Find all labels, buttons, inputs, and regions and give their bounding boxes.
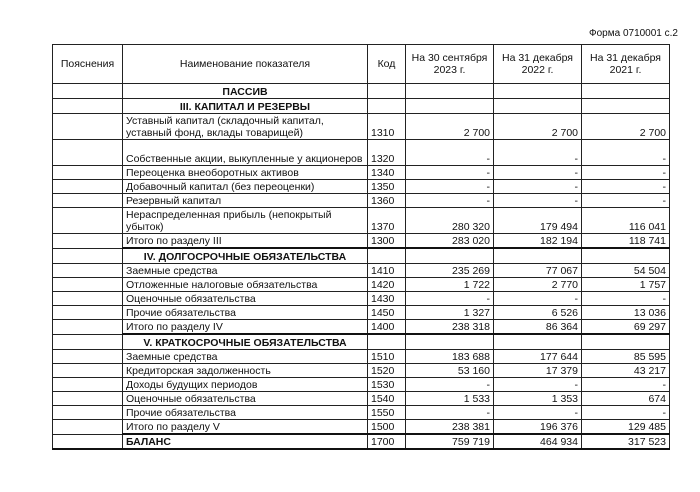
row-code: 1400 xyxy=(368,320,406,335)
row-value-col3: - xyxy=(582,166,670,180)
row-value-col2: 17 379 xyxy=(494,364,582,378)
notes-cell xyxy=(53,114,123,140)
row-value-col1: - xyxy=(406,292,494,306)
notes-cell xyxy=(53,234,123,249)
table-row xyxy=(53,434,670,449)
notes-cell xyxy=(53,420,123,435)
section5-title: V. КРАТКОСРОЧНЫЕ ОБЯЗАТЕЛЬСТВА xyxy=(123,334,368,350)
notes-cell xyxy=(53,392,123,406)
header-col3: На 31 декабря 2021 г. xyxy=(582,45,670,84)
row-value-col2: 77 067 xyxy=(494,264,582,278)
row-value-col2: 6 526 xyxy=(494,306,582,320)
row-value-col3: - xyxy=(582,292,670,306)
row-value-col2: - xyxy=(494,194,582,208)
row-value-col1: - xyxy=(406,180,494,194)
row-code: 1510 xyxy=(368,350,406,364)
row-name: Кредиторская задолженность xyxy=(123,364,368,378)
row-code: 1370 xyxy=(368,208,406,234)
table-row xyxy=(53,392,670,406)
header-code: Код xyxy=(368,45,406,84)
row-value-col1: - xyxy=(406,140,494,166)
row-value-col1: - xyxy=(406,166,494,180)
row-code: 1310 xyxy=(368,114,406,140)
row-value-col3: 2 700 xyxy=(582,114,670,140)
row-value-col1: 183 688 xyxy=(406,350,494,364)
table-row xyxy=(53,140,670,166)
table-header-row xyxy=(53,45,670,84)
row-name: Доходы будущих периодов xyxy=(123,378,368,392)
row-value-col3: 118 741 xyxy=(582,234,670,249)
notes-cell xyxy=(53,278,123,292)
notes-cell xyxy=(53,248,123,264)
row-value-col2: - xyxy=(494,166,582,180)
row-value-col3: 116 041 xyxy=(582,208,670,234)
row-name: Прочие обязательства xyxy=(123,306,368,320)
section4-row xyxy=(53,248,670,264)
row-value-col2: - xyxy=(494,406,582,420)
notes-cell xyxy=(53,140,123,166)
row-value-col2: - xyxy=(494,140,582,166)
section-passive-title: ПАССИВ xyxy=(123,84,368,99)
row-value-col1: 238 381 xyxy=(406,420,494,435)
row-name: Заемные средства xyxy=(123,350,368,364)
row-code: 1350 xyxy=(368,180,406,194)
row-name: Заемные средства xyxy=(123,264,368,278)
row-value-col3: 69 297 xyxy=(582,320,670,335)
row-name: БАЛАНС xyxy=(123,434,368,449)
table-row xyxy=(53,350,670,364)
notes-cell xyxy=(53,306,123,320)
notes-cell xyxy=(53,180,123,194)
row-value-col3: - xyxy=(582,194,670,208)
row-value-col2: - xyxy=(494,180,582,194)
row-value-col1: - xyxy=(406,194,494,208)
notes-cell xyxy=(53,434,123,449)
row-value-col3: - xyxy=(582,406,670,420)
table-row xyxy=(53,234,670,249)
notes-cell xyxy=(53,350,123,364)
row-value-col1: 283 020 xyxy=(406,234,494,249)
row-value-col1: 759 719 xyxy=(406,434,494,449)
notes-cell xyxy=(53,378,123,392)
table-row xyxy=(53,114,670,140)
row-code: 1540 xyxy=(368,392,406,406)
row-value-col2: 464 934 xyxy=(494,434,582,449)
notes-cell xyxy=(53,406,123,420)
row-value-col1: 235 269 xyxy=(406,264,494,278)
row-value-col3: - xyxy=(582,140,670,166)
table-row xyxy=(53,364,670,378)
table-row xyxy=(53,406,670,420)
table-body xyxy=(53,84,670,450)
row-name: Собственные акции, выкупленные у акционеров xyxy=(123,140,368,166)
row-value-col2: 182 194 xyxy=(494,234,582,249)
header-col2: На 31 декабря 2022 г. xyxy=(494,45,582,84)
row-name: Уставный капитал (складочный капитал, уставный фонд, вклады товарищей) xyxy=(123,114,368,140)
table-row xyxy=(53,306,670,320)
row-name: Итого по разделу V xyxy=(123,420,368,435)
table-row xyxy=(53,292,670,306)
row-code: 1300 xyxy=(368,234,406,249)
table-row xyxy=(53,180,670,194)
table-row xyxy=(53,420,670,435)
row-name: Итого по разделу III xyxy=(123,234,368,249)
row-value-col1: 1 533 xyxy=(406,392,494,406)
notes-cell xyxy=(53,84,123,99)
row-value-col1: - xyxy=(406,378,494,392)
notes-cell xyxy=(53,334,123,350)
notes-cell xyxy=(53,99,123,114)
row-value-col2: - xyxy=(494,292,582,306)
row-name: Нераспределенная прибыль (непокрытый убыток) xyxy=(123,208,368,234)
row-name: Добавочный капитал (без переоценки) xyxy=(123,180,368,194)
header-notes: Пояснения xyxy=(53,45,123,84)
row-code: 1420 xyxy=(368,278,406,292)
form-code: Форма 0710001 с.2 xyxy=(589,28,678,39)
row-value-col3: 43 217 xyxy=(582,364,670,378)
row-value-col3: 674 xyxy=(582,392,670,406)
section3-title: III. КАПИТАЛ И РЕЗЕРВЫ xyxy=(123,99,368,114)
row-value-col2: 2 700 xyxy=(494,114,582,140)
header-name: Наименование показателя xyxy=(123,45,368,84)
row-value-col3: 129 485 xyxy=(582,420,670,435)
row-name: Итого по разделу IV xyxy=(123,320,368,335)
row-value-col2: 177 644 xyxy=(494,350,582,364)
row-code: 1550 xyxy=(368,406,406,420)
row-value-col1: 1 327 xyxy=(406,306,494,320)
notes-cell xyxy=(53,264,123,278)
row-value-col3: 317 523 xyxy=(582,434,670,449)
section-passive-row xyxy=(53,84,670,99)
row-name: Оценочные обязательства xyxy=(123,392,368,406)
row-name: Переоценка внеоборотных активов xyxy=(123,166,368,180)
row-code: 1320 xyxy=(368,140,406,166)
row-value-col2: 86 364 xyxy=(494,320,582,335)
row-value-col2: - xyxy=(494,378,582,392)
row-name: Прочие обязательства xyxy=(123,406,368,420)
row-value-col3: - xyxy=(582,378,670,392)
row-value-col1: 238 318 xyxy=(406,320,494,335)
row-value-col3: 85 595 xyxy=(582,350,670,364)
header-col1: На 30 сентября 2023 г. xyxy=(406,45,494,84)
notes-cell xyxy=(53,364,123,378)
row-value-col2: 196 376 xyxy=(494,420,582,435)
row-value-col1: 280 320 xyxy=(406,208,494,234)
table-row xyxy=(53,378,670,392)
table-row xyxy=(53,320,670,335)
row-value-col1: 2 700 xyxy=(406,114,494,140)
row-value-col2: 179 494 xyxy=(494,208,582,234)
row-value-col3: 13 036 xyxy=(582,306,670,320)
notes-cell xyxy=(53,208,123,234)
row-code: 1700 xyxy=(368,434,406,449)
notes-cell xyxy=(53,194,123,208)
row-value-col1: - xyxy=(406,406,494,420)
row-code: 1520 xyxy=(368,364,406,378)
row-value-col2: 2 770 xyxy=(494,278,582,292)
row-value-col3: 1 757 xyxy=(582,278,670,292)
row-value-col1: 1 722 xyxy=(406,278,494,292)
row-code: 1340 xyxy=(368,166,406,180)
row-code: 1430 xyxy=(368,292,406,306)
table-row xyxy=(53,278,670,292)
table-row xyxy=(53,208,670,234)
notes-cell xyxy=(53,166,123,180)
row-code: 1500 xyxy=(368,420,406,435)
section5-row xyxy=(53,334,670,350)
row-code: 1450 xyxy=(368,306,406,320)
row-code: 1360 xyxy=(368,194,406,208)
row-value-col2: 1 353 xyxy=(494,392,582,406)
row-name: Оценочные обязательства xyxy=(123,292,368,306)
notes-cell xyxy=(53,292,123,306)
section3-row xyxy=(53,99,670,114)
row-code: 1530 xyxy=(368,378,406,392)
notes-cell xyxy=(53,320,123,335)
row-value-col3: 54 504 xyxy=(582,264,670,278)
table-row xyxy=(53,166,670,180)
row-code: 1410 xyxy=(368,264,406,278)
section4-title: IV. ДОЛГОСРОЧНЫЕ ОБЯЗАТЕЛЬСТВА xyxy=(123,248,368,264)
table-row xyxy=(53,264,670,278)
row-value-col3: - xyxy=(582,180,670,194)
row-name: Отложенные налоговые обязательства xyxy=(123,278,368,292)
table-row xyxy=(53,194,670,208)
balance-sheet-table xyxy=(52,44,670,450)
row-name: Резервный капитал xyxy=(123,194,368,208)
row-value-col1: 53 160 xyxy=(406,364,494,378)
